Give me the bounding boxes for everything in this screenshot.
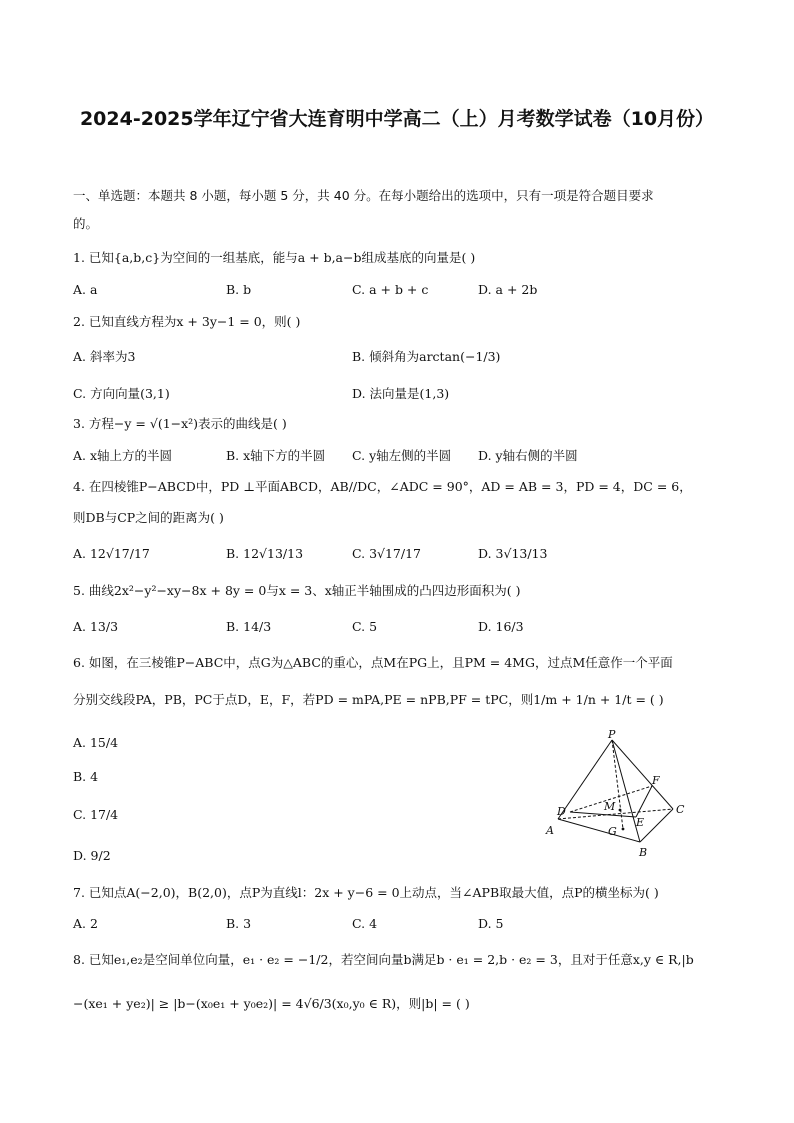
q8-stem-line1: 8. 已知e₁,e₂是空间单位向量，e₁ · e₂ = −1/2，若空间向量b满足b · e₁ = 2,b · e₂ = 3，且对于任意x,y ∈ R,|b xyxy=(73,952,694,967)
q2-option-b: B. 倾斜角为arctan(−1/3) xyxy=(352,349,501,364)
q7-stem: 7. 已知点A(−2,0)，B(2,0)，点P为直线l：2x + y−6 = 0上动点，当∠APB取最大值，点P的横坐标为( ) xyxy=(73,885,659,900)
q1-stem: 1. 已知{a,b,c}为空间的一组基底，能与a + b,a−b组成基底的向量是( ) xyxy=(73,250,476,265)
q1-option-a: A. a xyxy=(73,282,98,297)
section-heading: 一、单选题：本题共 8 小题，每小题 5 分，共 40 分。在每小题给出的选项中，只有一项是符合题目要求 xyxy=(73,188,654,203)
q5-option-b: B. 14/3 xyxy=(226,619,272,634)
q5-option-c: C. 5 xyxy=(352,619,378,634)
fig-label-c: C xyxy=(676,803,685,816)
q3-option-a: A. x轴上方的半圆 xyxy=(73,448,173,463)
q4-option-c: C. 3√17/17 xyxy=(352,546,422,561)
title-text: 2024-2025学年辽宁省大连育明中学高二（上）月考数学试卷（10月份） xyxy=(79,108,715,130)
q1-option-d: D. a + 2b xyxy=(478,282,538,297)
q5-stem: 5. 曲线2x²−y²−xy−8x + 8y = 0与x = 3、x轴正半轴围成的凸四边形面积为( ) xyxy=(73,583,521,598)
q2-option-a: A. 斜率为3 xyxy=(73,349,136,364)
q2-stem: 2. 已知直线方程为x + 3y−1 = 0，则( ) xyxy=(73,314,301,329)
fig-label-f: F xyxy=(652,774,660,787)
q7-option-c: C. 4 xyxy=(352,916,378,931)
q5-option-a: A. 13/3 xyxy=(73,619,119,634)
fig-label-a: A xyxy=(546,824,554,837)
q4-stem-line2: 则DB与CP之间的距离为( ) xyxy=(73,510,224,525)
fig-label-m: M xyxy=(604,800,616,813)
q7-option-d: D. 5 xyxy=(478,916,504,931)
q6-stem-line2: 分别交线段PA，PB，PC于点D，E，F，若PD = mPA,PE = nPB,PF = tPC，则1/m + 1/n + 1/t = ( ) xyxy=(73,692,664,707)
pyramid-figure xyxy=(540,728,700,863)
q5-option-d: D. 16/3 xyxy=(478,619,524,634)
q3-stem: 3. 方程−y = √(1−x²)表示的曲线是( ) xyxy=(73,416,287,431)
q3-option-d: D. y轴右侧的半圆 xyxy=(478,448,578,463)
fig-label-e: E xyxy=(636,816,645,829)
exam-title xyxy=(60,98,734,140)
fig-label-g: G xyxy=(608,825,617,838)
q6-stem-line1: 6. 如图，在三棱锥P−ABC中，点G为△ABC的重心，点M在PG上，且PM = 4MG，过点M任意作一个平面 xyxy=(73,655,673,670)
fig-label-b: B xyxy=(639,846,648,859)
q1-option-b: B. b xyxy=(226,282,252,297)
q7-option-b: B. 3 xyxy=(226,916,252,931)
q4-option-a: A. 12√17/17 xyxy=(73,546,150,561)
q6-option-b: B. 4 xyxy=(73,769,99,784)
section-heading-cont: 的。 xyxy=(73,216,99,231)
q6-option-a: A. 15/4 xyxy=(73,735,119,750)
q3-option-b: B. x轴下方的半圆 xyxy=(226,448,326,463)
q6-option-d: D. 9/2 xyxy=(73,848,111,863)
fig-label-d: D xyxy=(557,805,566,818)
q3-option-c: C. y轴左侧的半圆 xyxy=(352,448,452,463)
q4-option-b: B. 12√13/13 xyxy=(226,546,304,561)
q1-option-c: C. a + b + c xyxy=(352,282,429,297)
q2-option-c: C. 方向向量(3,1) xyxy=(73,386,170,401)
q4-stem-line1: 4. 在四棱锥P−ABCD中，PD ⊥平面ABCD，AB//DC，∠ADC = 90°，AD = AB = 3，PD = 4，DC = 6， xyxy=(73,479,692,494)
fig-label-p: P xyxy=(608,728,616,741)
q4-option-d: D. 3√13/13 xyxy=(478,546,548,561)
q8-stem-line2: −(xe₁ + ye₂)| ≥ |b−(x₀e₁ + y₀e₂)| = 4√6/3(x₀,y₀ ∈ R)，则|b| = ( ) xyxy=(73,996,470,1011)
q7-option-a: A. 2 xyxy=(73,916,98,931)
q2-option-d: D. 法向量是(1,3) xyxy=(352,386,450,401)
q6-option-c: C. 17/4 xyxy=(73,807,119,822)
